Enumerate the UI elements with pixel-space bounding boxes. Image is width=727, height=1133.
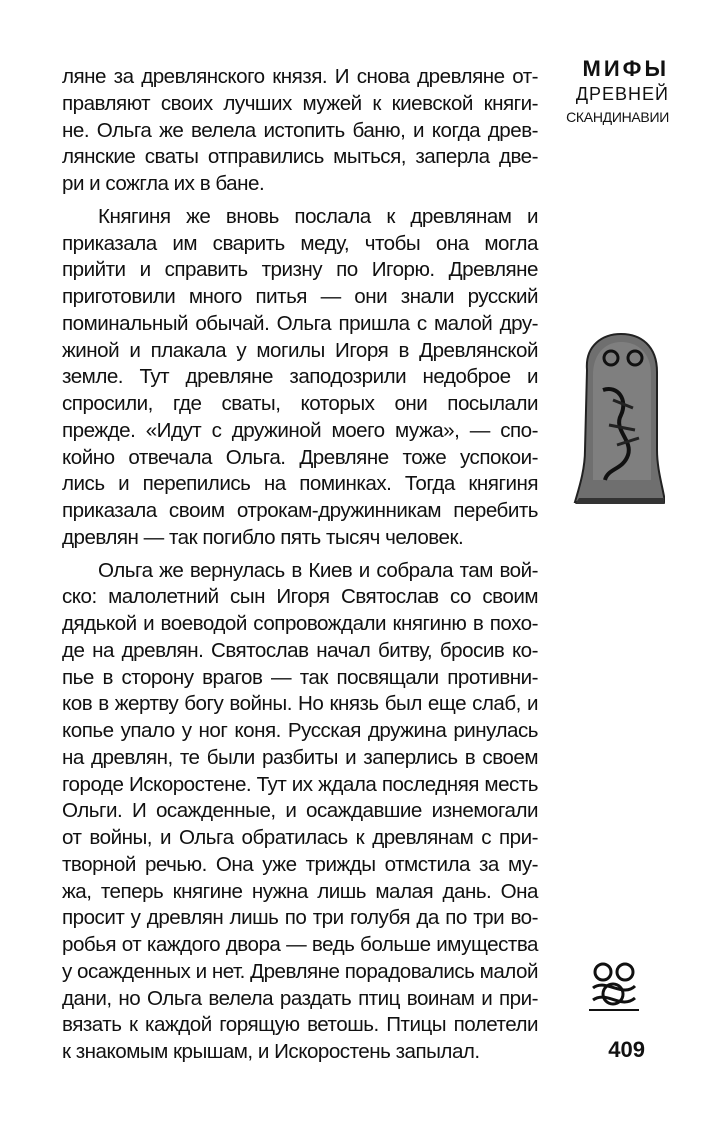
text-line: Ольги. И осажденные, и осаждавшие изнемогали — [62, 799, 538, 823]
text-line: творной речью. Она уже трижды отмстила за му- — [62, 852, 538, 876]
text-line: лянские сваты отправились мыться, заперла две- — [62, 145, 538, 169]
text-line: пье в сторону врагов — так посвящали противни- — [62, 665, 538, 689]
text-line: от войны, и Ольга обратилась к древлянам с при- — [62, 826, 538, 849]
knotwork-ornament — [585, 958, 643, 1014]
text-line: койно отвечала Ольга. Древляне тоже успокои- — [62, 445, 538, 469]
text-line: земле. Тут древляне заподозрили недоброе и — [62, 365, 538, 389]
text-line: де на древлян. Святослав начал битву, бросив ко- — [62, 638, 538, 662]
text-line: прийти и справить тризну по Игорю. Древляне — [62, 258, 538, 282]
text-line: приготовили много питья — они знали русский — [62, 285, 538, 308]
text-line: у осажденных и нет. Древляне порадовались малой — [62, 959, 538, 983]
header-subtitle-2: СКАНДИНАВИИ — [566, 109, 669, 125]
text-line: робья от каждого двора — ведь больше имущества — [62, 933, 538, 956]
text-line: прежде. «Идут с дружиной моего мужа», — спо- — [62, 418, 538, 442]
runestone-illustration — [573, 330, 665, 505]
text-line: древлян — так погибло пять тысяч человек. — [62, 525, 464, 549]
text-line: Княгиня же вновь послала к древлянам и — [98, 204, 538, 228]
page-number: 409 — [608, 1037, 645, 1062]
text-line: жиной и плакала у могилы Игоря в Древлянской — [62, 338, 538, 362]
text-line: жа, теперь княгине нужна лишь малая дань. Она — [62, 879, 538, 903]
text-line: приказала своим отрокам-дружинникам перебить — [62, 499, 538, 522]
text-line: копье упало у ног коня. Русская дружина ринулась — [62, 719, 538, 742]
text-line: спросили, где сваты, которых они посылали — [62, 392, 538, 415]
text-line: к знакомым крышам, и Искоростень запылал. — [62, 1040, 480, 1063]
text-line: лись и перепились на поминках. Тогда княгиня — [62, 472, 538, 496]
text-line: ляне за древлянского князя. И снова древляне от- — [62, 65, 538, 88]
text-line: на древлян, те были разбиты и заперлись в своем — [62, 745, 538, 769]
header-title: МИФЫ — [582, 56, 669, 81]
text-line: приказала им сварить меду, чтобы она могла — [62, 231, 538, 255]
header-subtitle: ДРЕВНЕЙ — [575, 84, 669, 104]
text-line: не. Ольга же велела истопить баню, и когда древ- — [62, 118, 538, 142]
text-line: поминальный обычай. Ольга пришла с малой дру- — [62, 311, 538, 335]
text-line: ков в жертву богу войны. Но князь был еще слаб, и — [62, 692, 538, 716]
text-line: вязать к каждой горящую ветошь. Птицы полетели — [62, 1013, 538, 1037]
text-line: ри и сожгла их в бане. — [62, 172, 265, 195]
text-line: правляют своих лучших мужей к киевской княги- — [62, 91, 538, 115]
text-line: дани, но Ольга велела раздать птиц воинам и при- — [62, 986, 538, 1010]
running-header — [566, 56, 669, 128]
text-line: дядькой и воеводой сопровождали княгиню в похо- — [62, 612, 538, 635]
text-line: ско: малолетний сын Игоря Святослав со своим — [62, 585, 538, 609]
text-line: городе Искоростене. Тут их ждала последняя месть — [62, 772, 538, 796]
body-text — [62, 64, 538, 1066]
text-line: просит у древлян лишь по три голубя да по три во- — [62, 906, 538, 930]
text-line: Ольга же вернулась в Киев и собрала там вой- — [98, 558, 538, 582]
